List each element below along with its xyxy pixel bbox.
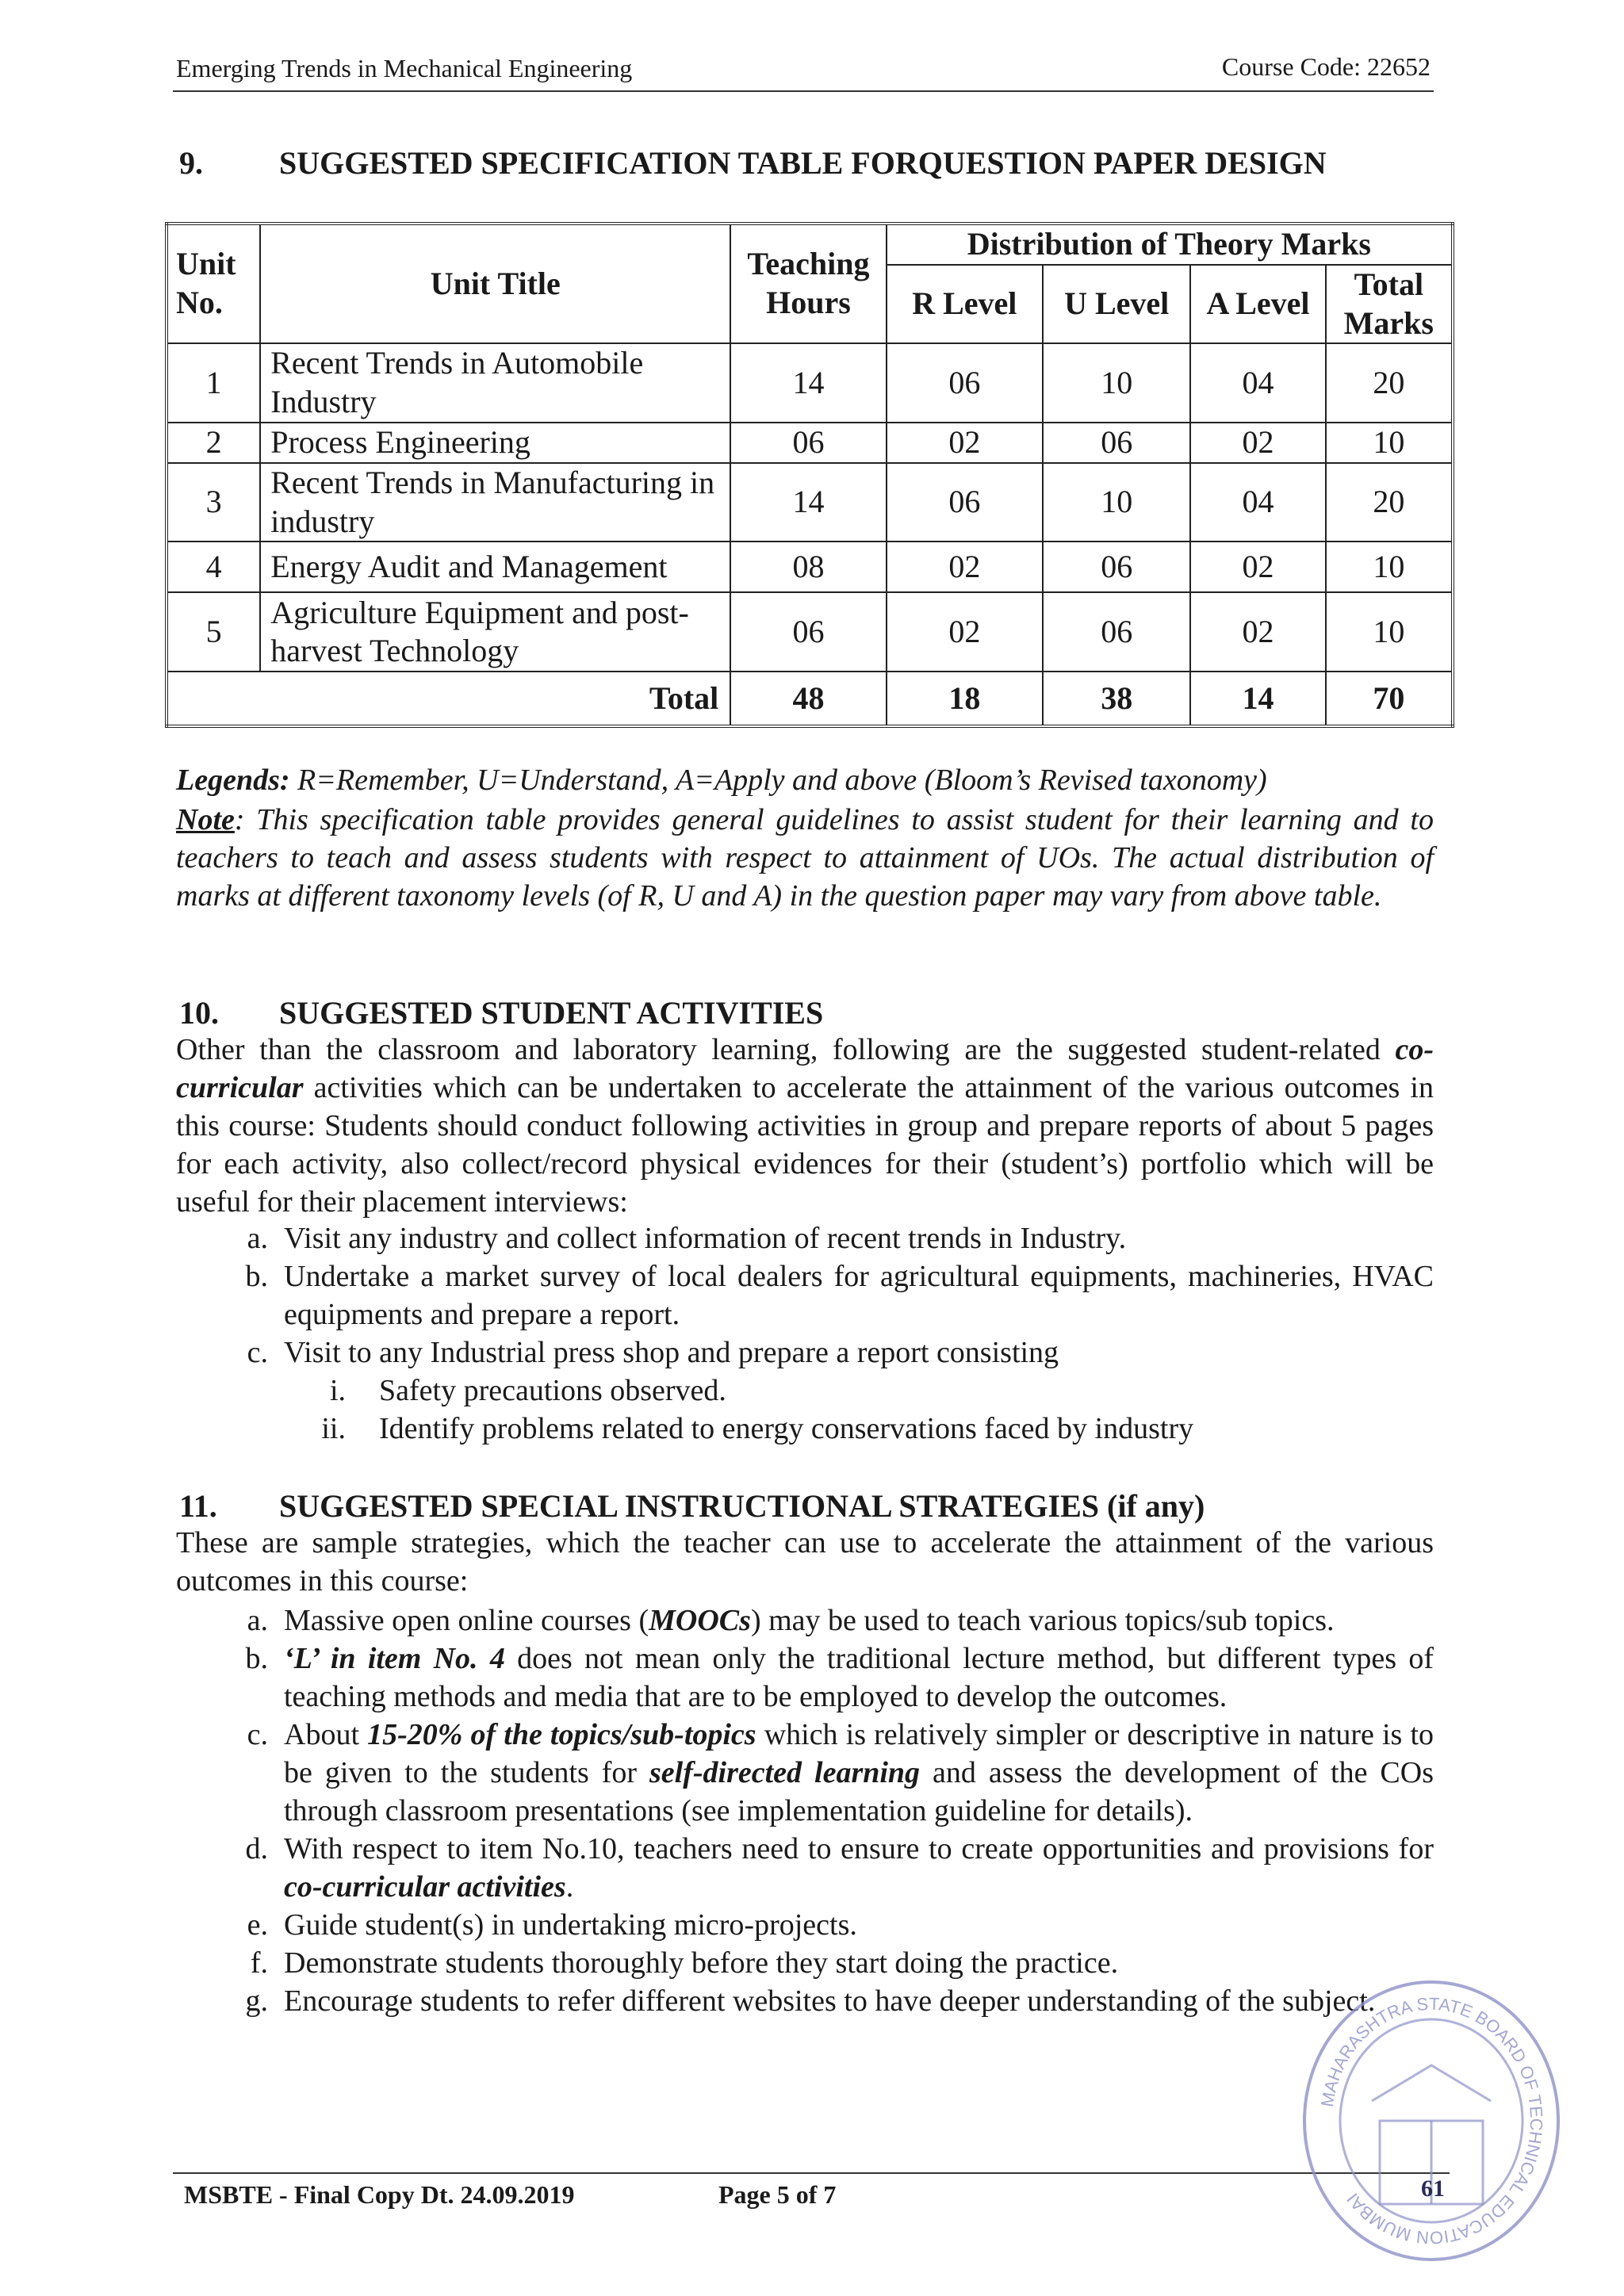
list-text: Visit any industry and collect information of recent trends in Industry.	[284, 1222, 1127, 1255]
board-seal-stamp	[1285, 1962, 1578, 2279]
list-marker: c.	[247, 1336, 268, 1369]
unit-title: Process Engineering	[260, 423, 730, 463]
teaching-hours: 14	[730, 463, 886, 542]
list-marker: a.	[247, 1604, 268, 1637]
specification-table	[165, 222, 1454, 728]
a-level-marks: 02	[1190, 592, 1325, 672]
list-item	[176, 1640, 1434, 1716]
text-emphasis: MOOCs	[649, 1604, 751, 1637]
teaching-hours: 08	[730, 541, 886, 592]
list-item	[176, 1219, 1434, 1257]
list-item	[176, 1257, 1434, 1334]
text-run: About	[284, 1718, 368, 1751]
sub-list-item	[176, 1410, 1434, 1448]
table-total-row	[167, 672, 1453, 726]
list-text	[284, 1830, 1434, 1906]
legends-paragraph	[176, 761, 1434, 799]
text-run: which is relatively simpler or descriptive in nature is to be given to the students for	[284, 1718, 1434, 1789]
unit-title: Agriculture Equipment and post-harvest Technology	[260, 592, 730, 672]
table-row	[167, 463, 1453, 542]
legends-label: Legends:	[176, 763, 290, 797]
text-emphasis: 15-20% of the topics/sub-topics	[367, 1718, 756, 1751]
sub-list-marker: ii.	[321, 1412, 346, 1445]
u-level-marks: 06	[1043, 592, 1190, 672]
header-rule	[173, 90, 1434, 92]
total-hours: 48	[730, 672, 886, 726]
note-label: Note	[176, 803, 235, 836]
r-level-marks: 06	[887, 343, 1043, 423]
intro-emphasis: co-curricular	[176, 1033, 1434, 1104]
text-run: and assess the development of the COs through classroom presentations (see implementation guideline for details).	[284, 1756, 1434, 1827]
sub-list-marker: i.	[329, 1374, 346, 1407]
list-marker: g.	[245, 1984, 268, 2018]
text-emphasis: co-curricular activities	[284, 1870, 566, 1904]
seal-number: 61	[1421, 2175, 1445, 2202]
teaching-hours: 06	[730, 423, 886, 463]
section-11-intro: These are sample strategies, which the teacher can use to accelerate the attainment of the various outcomes in this course:	[176, 1526, 1434, 1598]
r-level-marks: 06	[887, 463, 1043, 542]
text-run: does not mean only the traditional lecture method, but different types of teaching methods and media that are to be employed to develop the outcomes.	[284, 1642, 1434, 1713]
seal-roof-icon	[1372, 2065, 1491, 2101]
section-10-intro	[176, 1031, 1434, 1221]
u-level-marks: 06	[1043, 541, 1190, 592]
r-level-marks: 02	[887, 592, 1043, 672]
text-emphasis: ‘L’ in item No. 4	[284, 1642, 505, 1675]
list-item	[176, 1716, 1434, 1830]
u-level-marks: 10	[1043, 343, 1190, 423]
total-marks-sum: 70	[1326, 672, 1453, 726]
teaching-hours: 14	[730, 343, 886, 423]
unit-no: 4	[167, 541, 260, 592]
u-level-marks: 06	[1043, 423, 1190, 463]
teaching-hours: 06	[730, 592, 886, 672]
seal-text: MAHARASHTRA STATE BOARD OF TECHNICAL EDUCATION MUMBAI	[1316, 1993, 1547, 2248]
list-item	[176, 1601, 1434, 1640]
total-marks: 10	[1326, 592, 1453, 672]
unit-no: 5	[167, 592, 260, 672]
footer-copy-date: MSBTE - Final Copy Dt. 24.09.2019	[184, 2180, 575, 2209]
list-text	[284, 1601, 1434, 1640]
unit-title: Energy Audit and Management	[260, 541, 730, 592]
note-paragraph	[176, 801, 1434, 915]
header-u-level: U Level	[1043, 265, 1190, 344]
section-10-title: SUGGESTED STUDENT ACTIVITIES	[279, 995, 824, 1031]
header-unit-title: Unit Title	[260, 224, 730, 343]
table-row	[167, 541, 1453, 592]
list-text	[284, 1640, 1434, 1716]
a-level-marks: 04	[1190, 343, 1325, 423]
list-text	[284, 1716, 1434, 1830]
intro-text: Other than the classroom and laboratory learning, following are the suggested student-related	[176, 1033, 1396, 1066]
footer-rule	[173, 2172, 1450, 2174]
list-marker: f.	[250, 1946, 268, 1980]
total-marks: 10	[1326, 541, 1453, 592]
list-item	[176, 1906, 1434, 1944]
list-marker: b.	[245, 1642, 268, 1675]
a-level-marks: 02	[1190, 541, 1325, 592]
text-run: With respect to item No.10, teachers need to ensure to create opportunities and provisions for	[284, 1832, 1434, 1866]
list-marker: b.	[245, 1260, 268, 1293]
legends-text: R=Remember, U=Understand, A=Apply and above (Bloom’s Revised taxonomy)	[297, 763, 1267, 797]
section-11-number: 11.	[179, 1488, 217, 1524]
section-11-heading	[179, 1487, 1205, 1525]
list-text: Undertake a market survey of local dealers for agricultural equipments, machineries, HVAC equipments and prepare a report.	[284, 1260, 1434, 1331]
text-emphasis: self-directed learning	[649, 1756, 921, 1789]
list-text: Guide student(s) in undertaking micro-projects.	[284, 1908, 857, 1942]
header-a-level: A Level	[1190, 265, 1325, 344]
table-row	[167, 592, 1453, 672]
unit-no: 3	[167, 463, 260, 542]
list-text: Visit to any Industrial press shop and prepare a report consisting	[284, 1336, 1059, 1369]
r-level-marks: 02	[887, 423, 1043, 463]
list-item	[176, 1982, 1434, 2020]
unit-title: Recent Trends in Manufacturing in industry	[260, 463, 730, 542]
header-distribution: Distribution of Theory Marks	[887, 224, 1453, 265]
list-marker: d.	[245, 1832, 268, 1866]
header-teaching-hours: Teaching Hours	[730, 224, 886, 343]
a-level-marks: 04	[1190, 463, 1325, 542]
section-9-heading	[179, 144, 1327, 182]
total-marks: 20	[1326, 463, 1453, 542]
list-marker: e.	[247, 1908, 268, 1942]
text-run: Massive open online courses (	[284, 1604, 649, 1637]
list-text: Encourage students to refer different websites to have deeper understanding of the subject.	[284, 1984, 1376, 2018]
total-a: 14	[1190, 672, 1325, 726]
note-text: : This specification table provides general guidelines to assist student for their learning and to teachers to teach and assess students with respect to attainment of UOs. The actual distribution of marks at different taxonomy levels (of R, U and A) in the question paper may vary from above table.	[176, 803, 1434, 913]
header-r-level: R Level	[887, 265, 1043, 344]
a-level-marks: 02	[1190, 423, 1325, 463]
r-level-marks: 02	[887, 541, 1043, 592]
sub-list-item	[176, 1372, 1434, 1410]
list-item	[176, 1830, 1434, 1906]
header-total-marks: Total Marks	[1326, 265, 1453, 344]
section-10-number: 10.	[179, 995, 219, 1031]
unit-no: 1	[167, 343, 260, 423]
u-level-marks: 10	[1043, 463, 1190, 542]
total-marks: 10	[1326, 423, 1453, 463]
section-9-number: 9.	[179, 145, 203, 181]
total-r: 18	[887, 672, 1043, 726]
total-label: Total	[167, 672, 730, 726]
unit-no: 2	[167, 423, 260, 463]
table-row	[167, 423, 1453, 463]
activities-list	[176, 1219, 1434, 1448]
text-run: ) may be used to teach various topics/sub topics.	[750, 1604, 1335, 1637]
footer-page-number: Page 5 of 7	[718, 2180, 837, 2209]
header-unit-no: Unit No.	[167, 224, 260, 343]
section-9-title: SUGGESTED SPECIFICATION TABLE FORQUESTION PAPER DESIGN	[279, 145, 1327, 181]
unit-title: Recent Trends in Automobile Industry	[260, 343, 730, 423]
table-row	[167, 343, 1453, 423]
sub-list-text: Safety precautions observed.	[379, 1374, 726, 1407]
text-run: .	[565, 1870, 574, 1904]
list-marker: a.	[247, 1222, 268, 1255]
strategies-list	[176, 1601, 1434, 2020]
total-marks: 20	[1326, 343, 1453, 423]
list-item	[176, 1334, 1434, 1372]
section-10-heading	[179, 994, 823, 1031]
sub-list-text: Identify problems related to energy conservations faced by industry	[379, 1412, 1194, 1445]
total-u: 38	[1043, 672, 1190, 726]
list-text: Demonstrate students thoroughly before they start doing the practice.	[284, 1946, 1119, 1980]
intro-text-cont: activities which can be undertaken to accelerate the attainment of the various outcomes in this course: Students should conduct following activities in group and prepare reports of about 5 pages for each activity, also collect/record physical evidences for their (student’s) portfolio which will be useful for their placement interviews:	[176, 1071, 1434, 1219]
list-item	[176, 1944, 1434, 1982]
header-course-code: Course Code: 22652	[1221, 52, 1431, 81]
header-course-name: Emerging Trends in Mechanical Engineering	[176, 54, 633, 82]
section-11-title: SUGGESTED SPECIAL INSTRUCTIONAL STRATEGIES (if any)	[279, 1488, 1205, 1524]
table-header-row	[167, 224, 1453, 265]
list-marker: c.	[247, 1718, 268, 1751]
